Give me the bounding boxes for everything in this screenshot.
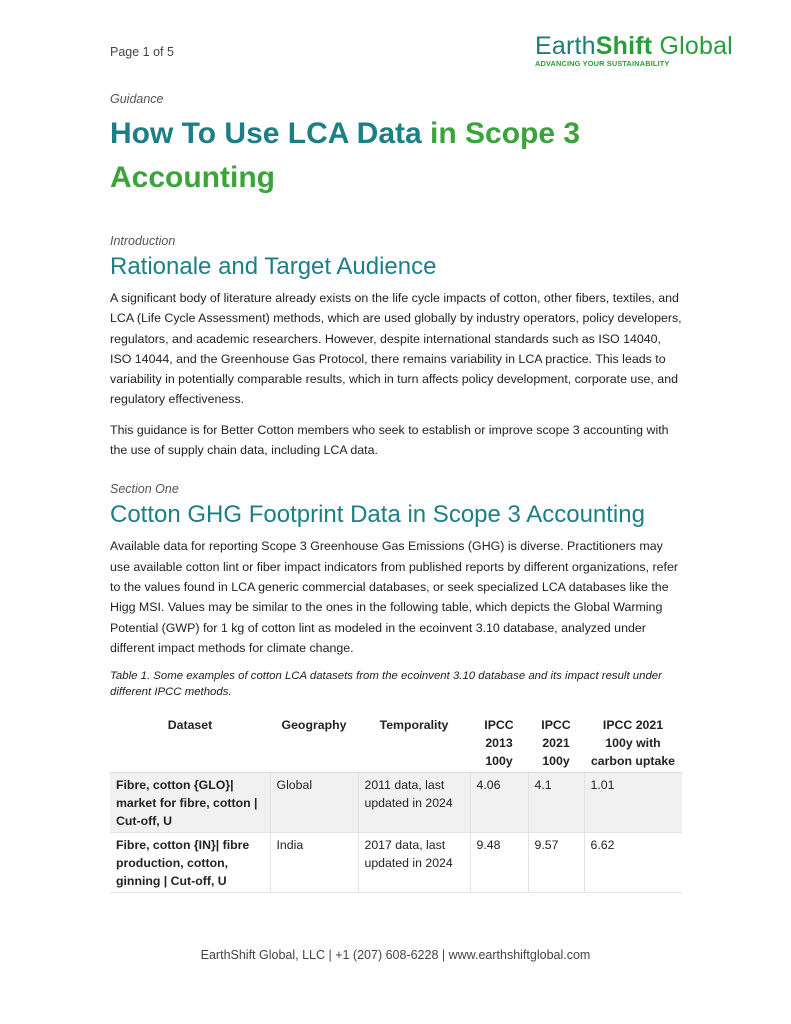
intro-label: Introduction <box>110 234 176 248</box>
logo-wordmark <box>535 32 753 60</box>
logo-tagline: ADVANCING YOUR SUSTAINABILITY <box>535 59 670 68</box>
cell-dataset: Fibre, cotton {GLO}| market for fibre, cotton | Cut-off, U <box>110 773 270 833</box>
col-header-temporality: Temporality <box>358 716 470 773</box>
intro-paragraph-2: This guidance is for Better Cotton members who seek to establish or improve scope 3 accounting with the use of supply chain data, including LCA data. <box>110 422 669 458</box>
logo-word-global: Global <box>652 32 733 60</box>
cell-geography: India <box>270 833 358 893</box>
cell-ipcc-2013: 4.06 <box>470 773 528 833</box>
table-row <box>110 833 682 893</box>
document-eyebrow: Guidance <box>110 92 164 106</box>
cell-temporality: 2011 data, last updated in 2024 <box>358 773 470 833</box>
cotton-lca-table <box>110 716 682 893</box>
cell-ipcc-2021-uptake: 6.62 <box>584 833 682 893</box>
cell-ipcc-2021-uptake: 1.01 <box>584 773 682 833</box>
table-row <box>110 773 682 833</box>
title-part-teal: How To Use LCA Data <box>110 117 431 150</box>
table-header-row <box>110 716 682 773</box>
section-one-label: Section One <box>110 482 179 497</box>
cell-ipcc-2021: 9.57 <box>528 833 584 893</box>
cell-ipcc-2013: 9.48 <box>470 833 528 893</box>
logo-word-shift: Shift <box>595 32 653 60</box>
document-title <box>110 112 682 200</box>
page-footer: EarthShift Global, LLC | +1 (207) 608-6228 | www.earthshiftglobal.com <box>200 948 591 962</box>
cell-ipcc-2021: 4.1 <box>528 773 584 833</box>
section-one-paragraph: Available data for reporting Scope 3 Greenhouse Gas Emissions (GHG) is diverse. Practitioners may use available cotton lint or fiber impact indicators from published reports by different organizations, refer to the values found in LCA generic commercial databases, or seek specialized LCA databases like the Higg MSI. Values may be similar to the ones in the following table, which depicts the Global Warming Potential (GWP) for 1 kg of cotton lint as modeled in the ecoinvent 3.10 database, analyzed under different impact methods for climate change. <box>110 539 678 655</box>
cell-geography: Global <box>270 773 358 833</box>
title-part-green: in Scope 3 Accounting <box>110 117 581 194</box>
logo-word-earth: Earth <box>535 32 596 60</box>
intro-paragraph-1: A significant body of literature already exists on the life cycle impacts of cotton, other fibers, textiles, and LCA (Life Cycle Assessment) methods, which are used globally by industry operators, policy developers, regulators, and academic researchers. However, despite international standards such as ISO 14040, ISO 14044, and the Greenhouse Gas Protocol, there remains variability in LCA practice. This leads to variability in potentially comparable results, which in turn affects policy development, corporate use, and regulatory effectiveness. <box>110 291 682 407</box>
intro-heading: Rationale and Target Audience <box>110 253 437 280</box>
section-one-heading: Cotton GHG Footprint Data in Scope 3 Accounting <box>110 501 645 529</box>
col-header-ipcc-2021: IPCC 2021 100y <box>528 716 584 773</box>
col-header-geography: Geography <box>270 716 358 773</box>
cell-temporality: 2017 data, last updated in 2024 <box>358 833 470 893</box>
col-header-ipcc-2021-uptake: IPCC 2021 100y with carbon uptake <box>584 716 682 773</box>
col-header-dataset: Dataset <box>110 716 270 773</box>
earthshift-logo <box>535 32 753 68</box>
document-body <box>110 92 682 893</box>
col-header-ipcc-2013: IPCC 2013 100y <box>470 716 528 773</box>
cell-dataset: Fibre, cotton {IN}| fibre production, cotton, ginning | Cut-off, U <box>110 833 270 893</box>
table-caption: Table 1. Some examples of cotton LCA datasets from the ecoinvent 3.10 database and its impact result under different IPCC methods. <box>110 670 662 699</box>
page-number: Page 1 of 5 <box>110 45 174 59</box>
